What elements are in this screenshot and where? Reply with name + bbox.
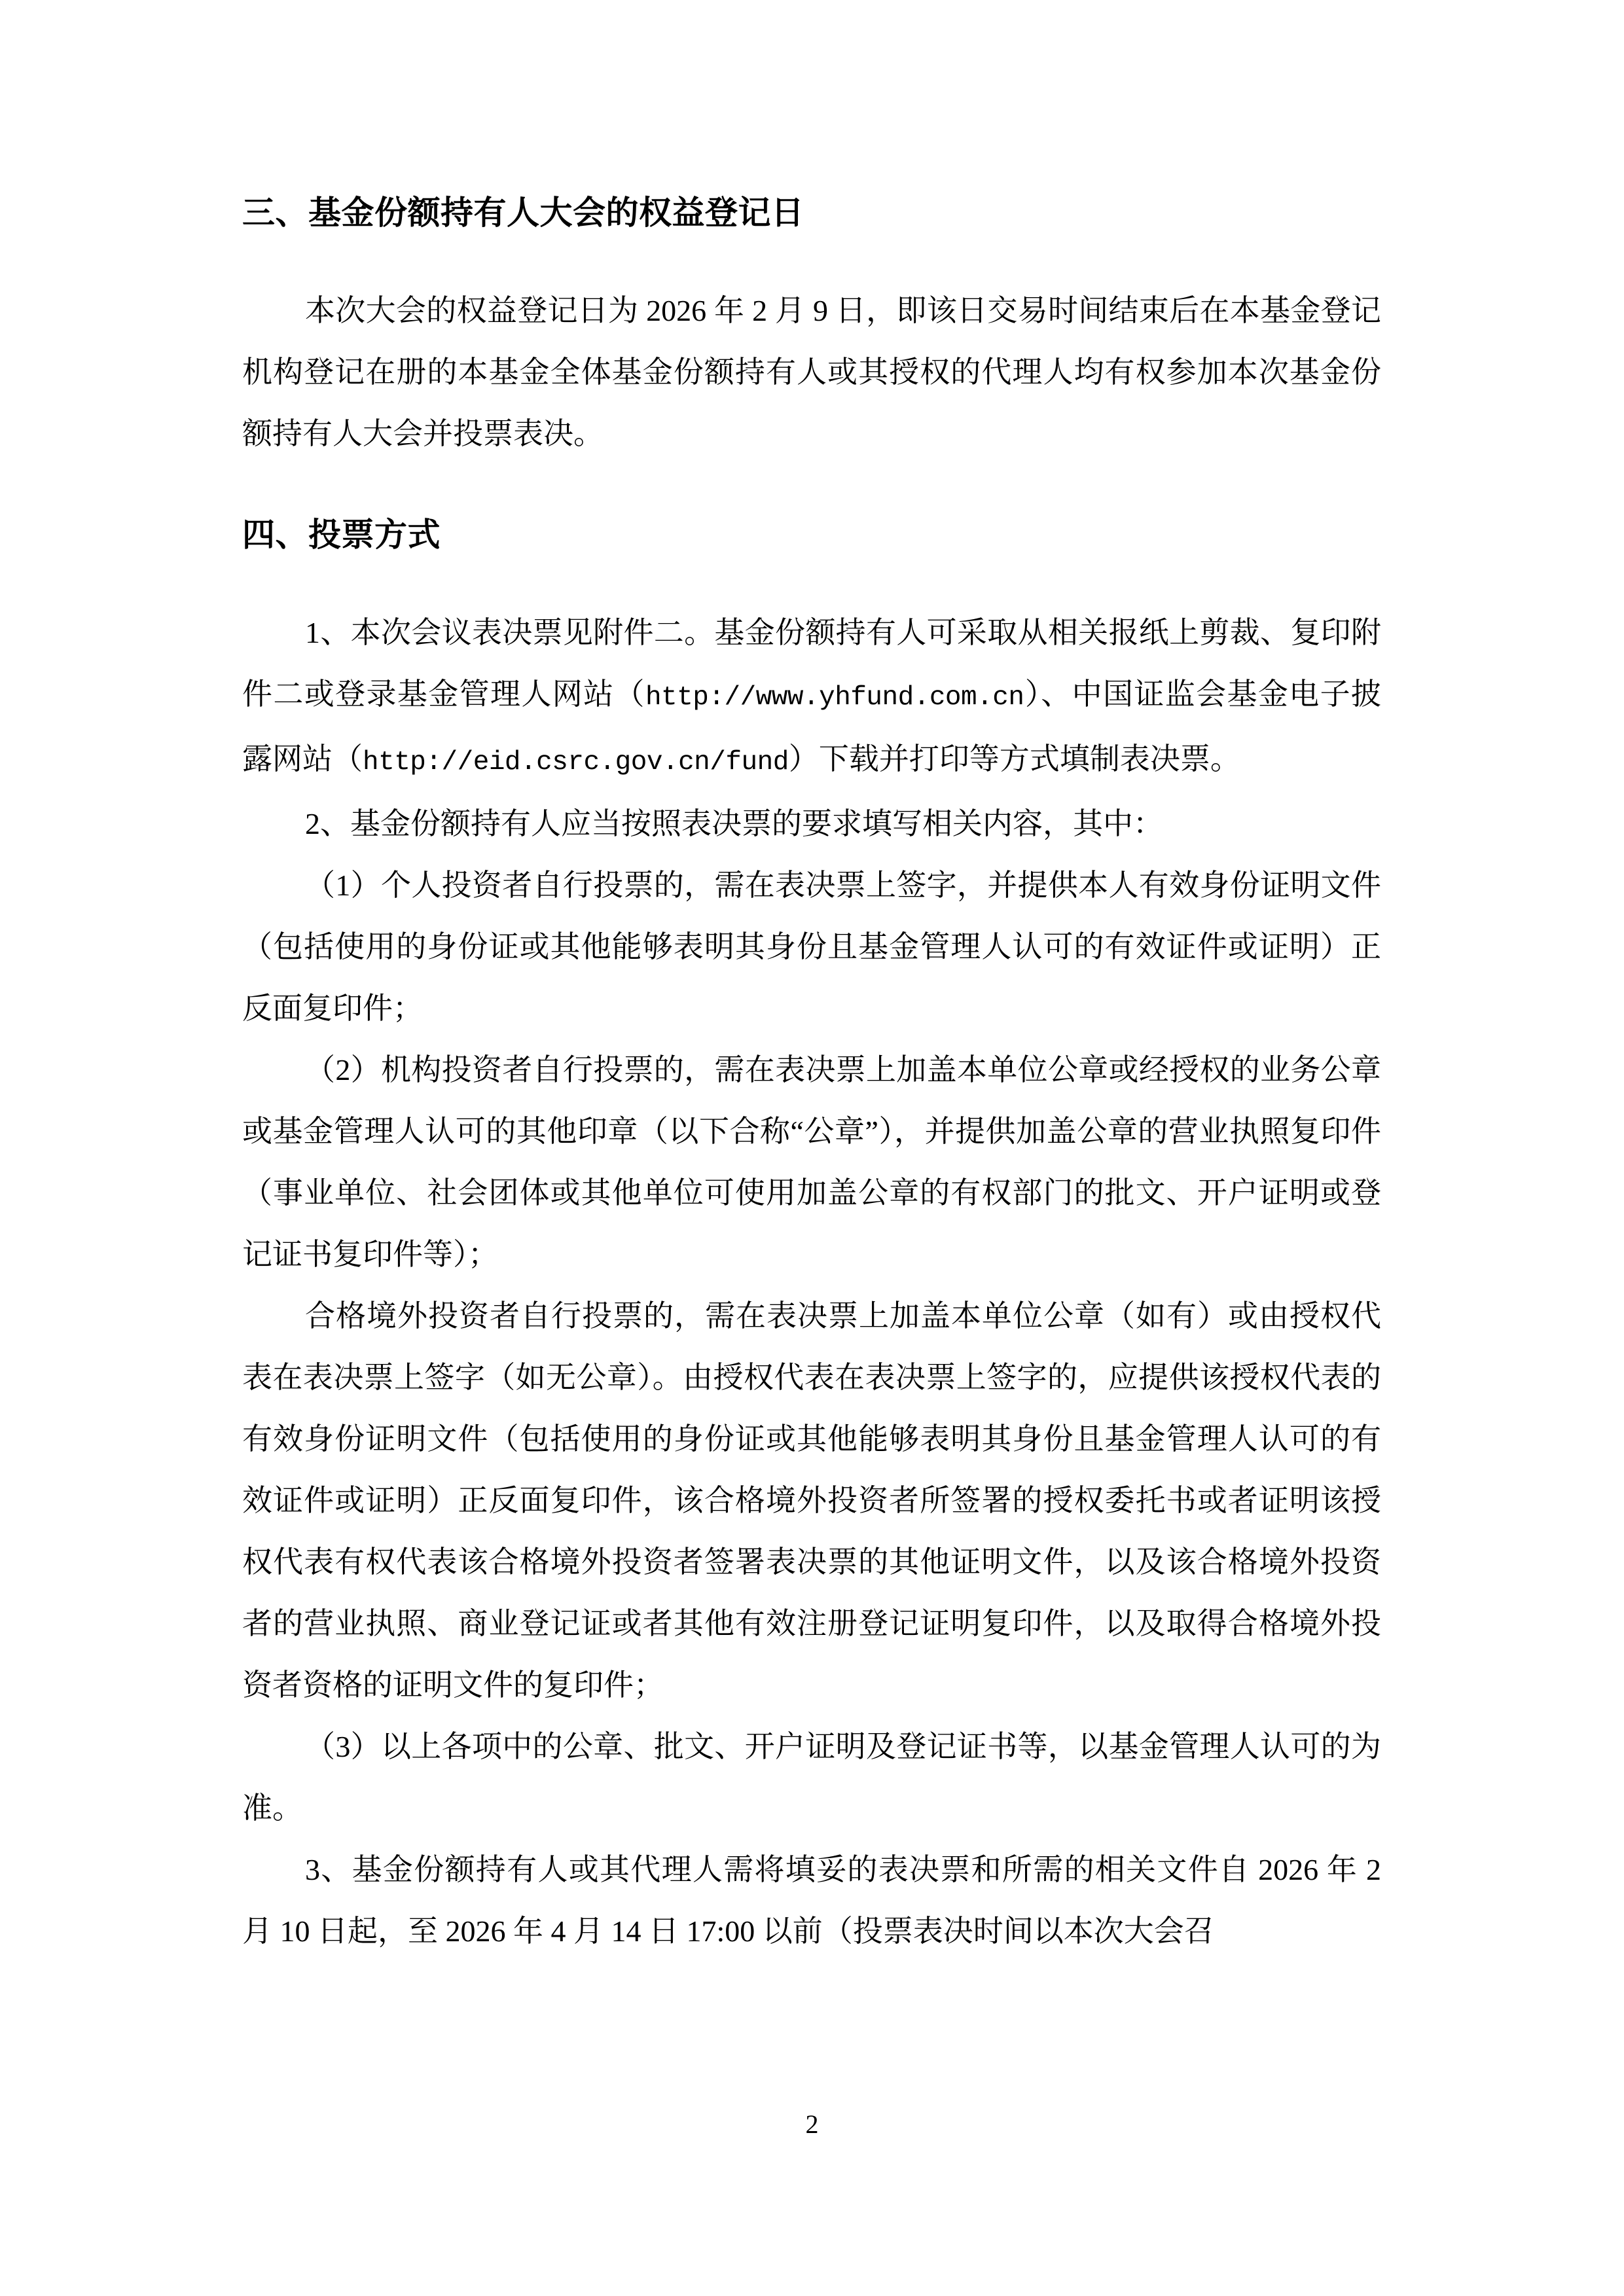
- page-content: [242, 196, 1381, 1962]
- paragraph-voting-item-2-sub-3: （3）以上各项中的公章、批文、开户证明及登记证书等，以基金管理人认可的为准。: [242, 1730, 1381, 1825]
- voting-item-1-text-a: 1、本次会议表决票见附件二。基金份额持有人可采取从相关报纸上剪裁、复印附件二或登录基金管理人网站（: [242, 616, 1381, 711]
- paragraph-voting-item-3: 3、基金份额持有人或其代理人需将填妥的表决票和所需的相关文件自 2026 年 2 月 10 日起，至 2026 年 4 月 14 日 17:00 以前（投票表决时间以本次大会召: [242, 1853, 1381, 1948]
- paragraph-voting-item-2: 2、基金份额持有人应当按照表决票的要求填写相关内容，其中：: [305, 807, 1163, 840]
- section-heading-three: 三、基金份额持有人大会的权益登记日: [242, 194, 804, 231]
- csrc-disclosure-website-url: http://eid.csrc.gov.cn/fund: [363, 747, 789, 778]
- paragraph-voting-item-2-sub-2: （2）机构投资者自行投票的，需在表决票上加盖本单位公章或经授权的业务公章或基金管理人认可的其他印章（以下合称“公章”），并提供加盖公章的营业执照复印件（事业单位、社会团体或其他单位可使用加盖公章的有权部门的批文、开户证明或登记证书复印件等）；: [242, 1053, 1381, 1271]
- paragraph-voting-item-2-sub-1: （1）个人投资者自行投票的，需在表决票上签字，并提供本人有效身份证明文件（包括使用的身份证或其他能够表明其身份且基金管理人认可的有效证件或证明）正反面复印件；: [242, 869, 1381, 1025]
- paragraph-voting-item-2-qfii: 合格境外投资者自行投票的，需在表决票上加盖本单位公章（如有）或由授权代表在表决票上签字（如无公章）。由授权代表在表决票上签字的，应提供该授权代表的有效身份证明文件（包括使用的身份证或其他能够表明其身份且基金管理人认可的有效证件或证明）正反面复印件，该合格境外投资者所签署的授权委托书或者证明该授权代表有权代表该合格境外投资者签署表决票的其他证明文件，以及该合格境外投资者的营业执照、商业登记证或者其他有效注册登记证明复印件，以及取得合格境外投资者资格的证明文件的复印件；: [242, 1299, 1381, 1702]
- paragraph-record-date: 本次大会的权益登记日为 2026 年 2 月 9 日，即该日交易时间结束后在本基金登记机构登记在册的本基金全体基金份额持有人或其授权的代理人均有权参加本次基金份额持有人大会并投票表决。: [242, 294, 1381, 450]
- fund-manager-website-url: http://www.yhfund.com.cn: [645, 683, 1024, 713]
- paragraph-voting-item-1: [242, 602, 1381, 793]
- voting-item-1-text-c: ）下载并打印等方式填制表决票。: [788, 742, 1240, 776]
- section-heading-four: 四、投票方式: [242, 516, 441, 553]
- page-number: 2: [805, 2109, 819, 2139]
- voting-item-1-text-b: ）、中国证监会基金电子披露网站（: [242, 677, 1382, 776]
